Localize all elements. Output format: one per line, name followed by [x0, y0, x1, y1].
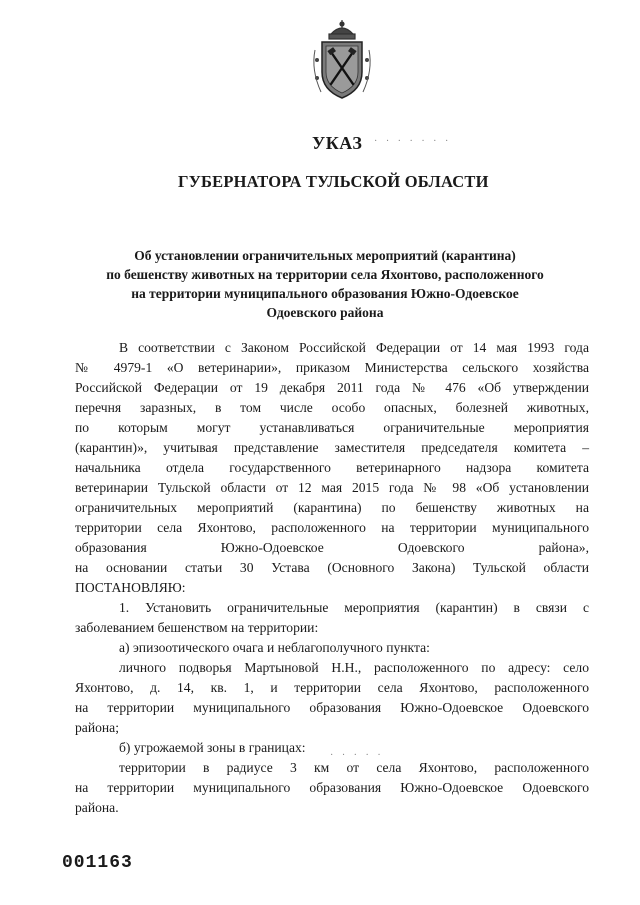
- decree-title: УКАЗ: [312, 133, 363, 153]
- scan-artifact: · · · · ·: [330, 750, 384, 761]
- body-line: № 4979-1 «О ветеринарии», приказом Министерства сельского хозяйства: [75, 360, 589, 375]
- body-line: района;: [75, 720, 119, 735]
- body-line: на основании статьи 30 Устава (Основного Закона) Тульской области: [75, 560, 589, 575]
- page-number: 001163: [62, 853, 133, 873]
- coat-of-arms-emblem: [309, 20, 375, 104]
- body-line: заболеванием бешенством на территории:: [75, 620, 319, 635]
- scan-artifact: · · · · · · ·: [374, 136, 452, 147]
- decree-subtitle: ГУБЕРНАТОРА ТУЛЬСКОЙ ОБЛАСТИ: [178, 172, 489, 191]
- body-line: перечня заразных, в том числе особо опасных, болезней животных,: [75, 400, 589, 415]
- body-line: на территории муниципального образования Южно-Одоевское Одоевского: [75, 700, 589, 715]
- body-line: личного подворья Мартыновой Н.Н., расположенного по адресу: село: [119, 660, 589, 675]
- decree-body: [75, 338, 589, 818]
- body-line: а) эпизоотического очага и неблагополучного пункта:: [119, 640, 430, 655]
- body-line: территории села Яхонтово, расположенного на территории муниципального: [75, 520, 589, 535]
- body-line: начальника отдела государственного ветеринарного надзора комитета: [75, 460, 589, 475]
- body-line: ветеринарии Тульской области от 12 мая 2015 года № 98 «Об установлении: [75, 480, 589, 495]
- body-line: района.: [75, 800, 119, 815]
- body-line: территории в радиусе 3 км от села Яхонтово, расположенного: [119, 760, 589, 775]
- subject-line: Об установлении ограничительных мероприятий (карантина): [134, 248, 516, 263]
- body-line: Российской Федерации от 19 декабря 2011 года № 476 «Об утверждении: [75, 380, 589, 395]
- body-line: (карантин)», учитывая представление заместителя председателя комитета –: [75, 440, 589, 455]
- subject-line: на территории муниципального образования Южно-Одоевское: [131, 286, 519, 301]
- resolution-word: ПОСТАНОВЛЯЮ:: [75, 580, 186, 595]
- body-line: на территории муниципального образования Южно-Одоевское Одоевского: [75, 780, 589, 795]
- body-line: Яхонтово, д. 14, кв. 1, и территории села Яхонтово, расположенного: [75, 680, 589, 695]
- subject-line: по бешенству животных на территории села Яхонтово, расположенного: [106, 267, 544, 282]
- body-line: б) угрожаемой зоны в границах:: [119, 740, 306, 755]
- decree-subject: [60, 246, 590, 322]
- body-line: В соответствии с Законом Российской Федерации от 14 мая 1993 года: [119, 340, 589, 355]
- body-line: по которым могут устанавливаться ограничительные мероприятия: [75, 420, 589, 435]
- body-line: 1. Установить ограничительные мероприятия (карантин) в связи с: [119, 600, 589, 615]
- body-line: образования Южно-Одоевское Одоевского района»,: [75, 540, 589, 555]
- body-line: ограничительных мероприятий (карантина) по бешенству животных на: [75, 500, 589, 515]
- subject-line: Одоевского района: [266, 305, 384, 320]
